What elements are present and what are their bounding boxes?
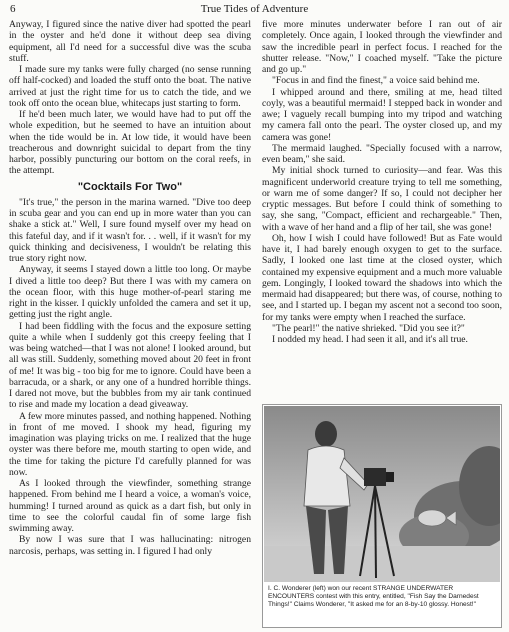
page-number: 6: [10, 3, 16, 15]
body-paragraph: Anyway, it seems I stayed down a little too long. Or maybe I dived a little too deep? But there I was with my camera on the ocean floor, with this huge mother-of-pearl staring me right in the kisser. I quickly unfolded the camera and set it up, getting just the right angle.: [9, 264, 251, 321]
body-paragraph: Oh, how I wish I could have followed! But as Fate would have it, I had barely enough oxygen to get to the surface. Sadly, I looked one last time at the closed oyster, which contained my expensive equipment and a much more valuable gem. Longingly, I looked toward the shadows into which the mermaid had disappeared; but there was, of course, nothing to see, and I started up. I began my ascent not a second too soon, for my tanks were empty when I reached the surface.: [262, 232, 502, 323]
body-paragraph: As I looked through the viewfinder, something strange happened. From behind me I heard a voice, a woman's voice, humming! I turned around as quick as a dart fish, but only in time to see the colorful caudal fin of some large fish swimming away.: [9, 478, 251, 534]
body-paragraph: five more minutes underwater before I ran out of air completely. Once again, I looked through the viewfinder and saw the incredible pearl in perfect focus. I reached for the shutter release. "Now," I coached myself. "Take the picture and go up.": [262, 19, 502, 75]
right-column: [262, 19, 502, 345]
section-heading: "Cocktails For Two": [77, 180, 183, 193]
photo-of-man-with-tripod-camera-icon: [264, 406, 500, 582]
body-paragraph: A few more minutes passed, and nothing happened. Nothing in front of me moved. I shook my head, figuring my imagination was playing tricks on me. I realized that the huge oyster was there before me, mouth starting to open wide, and the time for taking the picture I'd carefully planned for was now.: [9, 410, 251, 478]
photo-figure: [262, 404, 502, 628]
body-paragraph: I nodded my head. I had seen it all, and it's all true.: [272, 334, 468, 345]
body-paragraph: By now I was sure that I was hallucinating: nitrogen narcosis, perhaps, was setting in. I figured I had only: [9, 534, 251, 557]
body-paragraph: "The pearl!" the native shrieked. "Did you see it?": [272, 322, 465, 334]
body-paragraph: Anyway, I figured since the native diver had spotted the pearl in the oyster and he'd done it without deep sea diving equipment, all I'd need for a successful dive was the scuba stuff.: [9, 19, 251, 64]
running-title: True Tides of Adventure: [200, 3, 309, 15]
body-paragraph: If he'd been much later, we would have had to put off the whole expedition, but he seemed to have an intuition about when the tide would be in. At low tide, it would have been treacherous and downright suicidal to depart from the tiny harbor, possibly puncturing our bottom on the coral reefs, in the attempt.: [9, 109, 251, 177]
body-paragraph: I made sure my tanks were fully charged (no sense running off half-cocked) and loaded the stuff onto the boat. The native arrived at just the right time for us to catch the tide, and we took off onto the ocean blue, whitecaps just starting to form.: [9, 64, 251, 109]
photo-caption: I. C. Wonderer (left) won our recent STRANGE UNDERWATER ENCOUNTERS contest with this entry, entitled, "Fish Say the Darnedest Things!" Claims Wonderer, "It asked me for an 8-by-10 glossy. Honest!": [268, 585, 479, 609]
body-paragraph: The mermaid laughed. "Specially focused with a narrow, even beam," she said.: [262, 142, 502, 165]
page-header: [8, 3, 501, 19]
body-paragraph: "It's true," the person in the marina warned. "Dive too deep in scuba gear and you can end up in more water than you can shake a stick at." Well, I sure found myself over my head on this fateful day, and if it wasn't for. . . well, if it wasn't for my quick thinking and decisiveness, I wouldn't be relating this true story right now.: [9, 196, 251, 264]
body-paragraph: I had been fiddling with the focus and the exposure setting quite a while when I suddenly got this creepy feeling that I was being watched—that I was not alone! I looked around, but all was still. Suddenly, something moved about 20 feet in front of me! It was big - too big for me to ignore. Could have been a barracuda, or a shark, or any one of a hundred horrible things. I dared not move, but the bubbles from my air tank continued to rise and made my location a dead giveaway.: [9, 320, 251, 411]
body-paragraph: "Focus in and find the finest," a voice said behind me.: [272, 75, 480, 87]
left-column: [9, 19, 251, 557]
body-paragraph: I whipped around and there, smiling at me, head tilted coyly, was a beautiful mermaid! I stepped back in wonder and awe; I vaguely recall bumping into my tripod and watching my camera fall onto the pearl. The oyster closed up, and my camera was gone!: [262, 86, 502, 143]
body-paragraph: My initial shock turned to curiosity—and fear. Was this magnificent underworld creature trying to tell me something, or warn me of some danger? If so, I could not decipher her cryptic messages. But before I could think of something to say, she sang, "Compact, efficient and rechargeable." Then, with a wave of her hand and a flip of her tail, she was gone!: [262, 165, 502, 233]
